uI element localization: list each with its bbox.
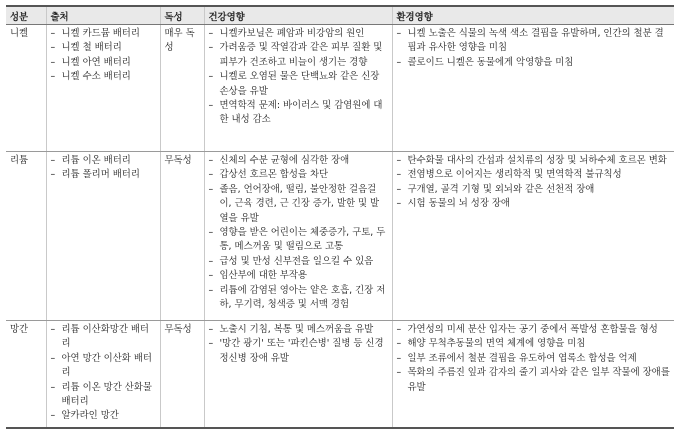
cell-sources [46, 25, 160, 152]
cell-health [204, 152, 392, 321]
list-item: – 니켈 노출은 식물의 녹색 색소 결핍을 유발하며, 인간의 철분 결핍과 유사한 영향을 미침 [397, 27, 671, 56]
list-item: – 리튬 이온 망간 산화물 배터리 [51, 381, 156, 410]
list-item: – 리튬에 감염된 영아는 얕은 호흡, 긴장 저하, 무기력, 청색증 및 서맥 경험 [209, 284, 388, 313]
header-health-impact: 건강영향 [204, 6, 392, 25]
table-row-nickel [6, 25, 674, 152]
cell-environment [392, 321, 674, 428]
table-row-lithium [6, 152, 674, 321]
header-environment-impact: 환경영향 [392, 6, 674, 25]
list-item: – 니켈 철 배터리 [51, 41, 156, 55]
list-item: – 니켈 카드뮴 배터리 [51, 27, 156, 41]
cell-toxicity: 매우 독성 [160, 25, 204, 152]
cell-component: 망간 [6, 321, 46, 428]
list-item: – 갑상선 호르몬 합성을 차단 [209, 168, 388, 182]
cell-component: 니켈 [6, 25, 46, 152]
list-item: – 시험 동물의 뇌 성장 장애 [397, 197, 671, 211]
list-item: – 리튬 폴리머 배터리 [51, 168, 156, 182]
list-item: – 가연성의 미세 분산 입자는 공기 중에서 폭발성 혼합물을 형성 [397, 323, 671, 337]
header-source: 출처 [46, 6, 160, 25]
list-item: – 콜로이드 니켈은 동물에게 악영향을 미침 [397, 56, 671, 70]
list-item: – 일부 조류에서 철분 결핍을 유도하여 엽록소 합성을 억제 [397, 352, 671, 366]
list-item: – 영향을 받은 어린이는 체중증가, 구토, 두통, 메스꺼움 및 떨림으로 고통 [209, 226, 388, 255]
list-item: – 리튬 이온 배터리 [51, 154, 156, 168]
list-item: – 니켈로 오염된 물은 단백뇨와 같은 신장 손상을 유발 [209, 70, 388, 99]
header-row [6, 6, 674, 25]
header-toxicity: 독성 [160, 6, 204, 25]
list-item: – 신체의 수분 균형에 심각한 장애 [209, 154, 388, 168]
cell-environment [392, 25, 674, 152]
header-component: 성분 [6, 6, 46, 25]
table-row-manganese [6, 321, 674, 428]
list-item: – 가려움증 및 작열감과 같은 피부 질환 및 피부가 건조하고 비늘이 생기는 경향 [209, 41, 388, 70]
cell-toxicity: 무독성 [160, 321, 204, 428]
cell-environment [392, 152, 674, 321]
cell-sources [46, 321, 160, 428]
cell-component: 리튬 [6, 152, 46, 321]
cell-health [204, 321, 392, 428]
list-item: – 니켈카보닐은 폐암과 비강암의 원인 [209, 27, 388, 41]
battery-impact-table-container [6, 5, 674, 429]
list-item: – 구개열, 골격 기형 및 외뇌와 같은 선천적 장애 [397, 183, 671, 197]
list-item: – 전염병으로 이어지는 생리학적 및 면역학적 불규칙성 [397, 168, 671, 182]
list-item: – 졸음, 언어장애, 떨림, 불안정한 걸음걸이, 근육 경련, 근 긴장 증가, 발한 및 발열을 유발 [209, 183, 388, 226]
list-item: – 면역학적 문제: 바이러스 및 감염원에 대한 내성 감소 [209, 99, 388, 128]
list-item: – 노출시 기침, 복통 및 메스꺼움을 유발 [209, 323, 388, 337]
list-item: – 리튬 이산화망간 배터리 [51, 323, 156, 352]
list-item: – 니켈 아연 배터리 [51, 56, 156, 70]
list-item: – 니켈 수소 배터리 [51, 70, 156, 84]
list-item: – 해양 무척추동물의 면역 체계에 영향을 미침 [397, 337, 671, 351]
cell-health [204, 25, 392, 152]
list-item: – 임산부에 대한 부작용 [209, 269, 388, 283]
cell-toxicity: 무독성 [160, 152, 204, 321]
list-item: – 알카라인 망간 [51, 409, 156, 423]
battery-impact-table [6, 5, 674, 429]
cell-sources [46, 152, 160, 321]
list-item: – 목화의 주름진 잎과 감자의 줄기 괴사와 같은 일부 작물에 장애를 유발 [397, 366, 671, 395]
list-item: – 급성 및 만성 신부전을 일으킬 수 있음 [209, 255, 388, 269]
list-item: – '망간 광기' 또는 '파킨슨병' 질병 등 신경정신병 장애 유발 [209, 337, 388, 366]
list-item: – 아연 망간 이산화 배터리 [51, 352, 156, 381]
list-item: – 탄수화물 대사의 간섭과 설치류의 성장 및 뇌하수체 호르몬 변화 [397, 154, 671, 168]
